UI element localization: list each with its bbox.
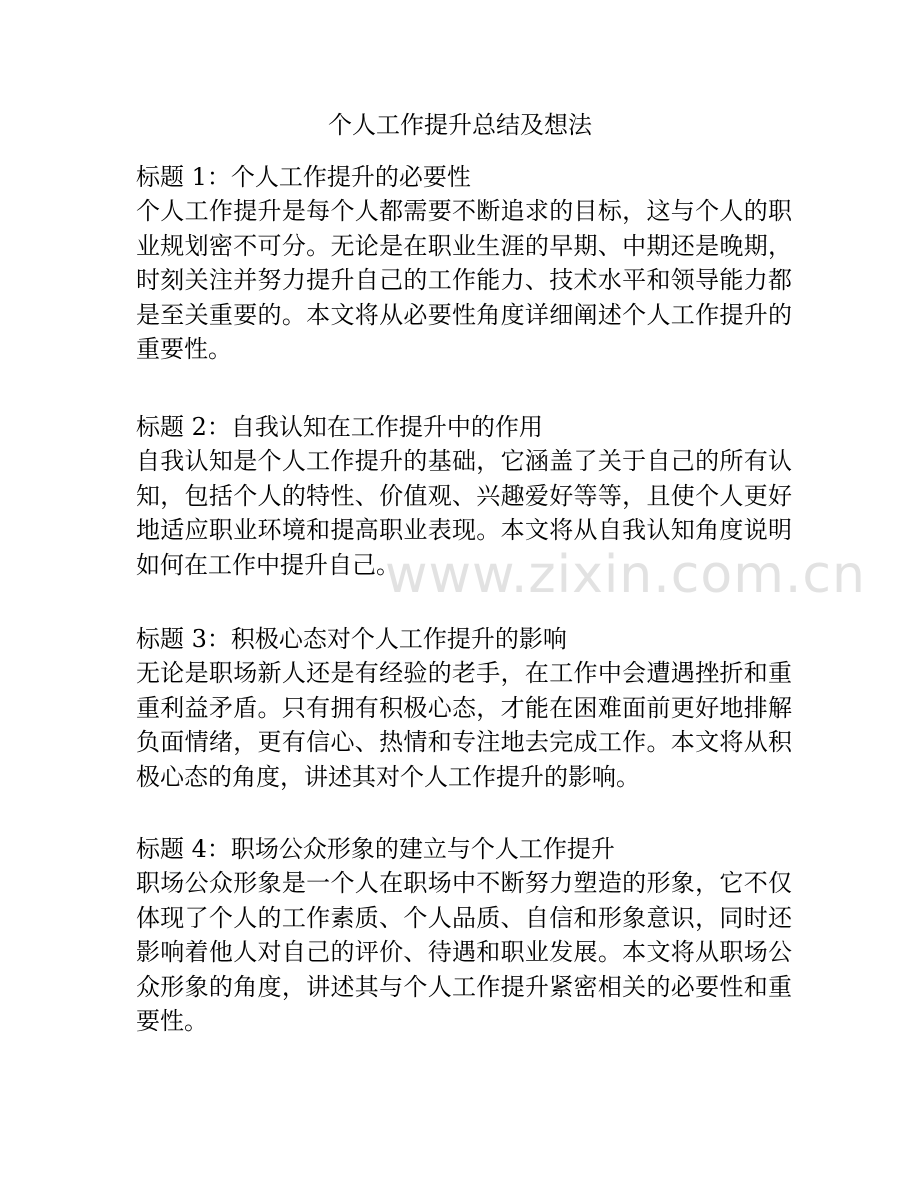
section-3 <box>136 622 792 794</box>
section-heading: 标题 2：自我认知在工作提升中的作用 <box>136 413 543 441</box>
section-body: 自我认知是个人工作提升的基础，它涵盖了关于自己的所有认知，包括个人的特性、价值观、兴趣爱好等等，且使个人更好地适应职业环境和提高职业表现。本文将从自我认知角度说明如何在工作中提升自己。 <box>136 447 792 579</box>
section-heading: 标题 3：积极心态对个人工作提升的影响 <box>136 625 567 653</box>
section-4 <box>136 832 792 1039</box>
section-heading: 标题 1：个人工作提升的必要性 <box>136 163 471 191</box>
section-2 <box>136 410 792 582</box>
section-body: 职场公众形象是一个人在职场中不断努力塑造的形象，它不仅体现了个人的工作素质、个人品质、自信和形象意识，同时还影响着他人对自己的评价、待遇和职业发展。本文将从职场公众形象的角度，讲述其与个人工作提升紧密相关的必要性和重要性。 <box>136 869 792 1035</box>
section-body: 无论是职场新人还是有经验的老手，在工作中会遭遇挫折和重重利益矛盾。只有拥有积极心态，才能在困难面前更好地排解负面情绪，更有信心、热情和专注地去完成工作。本文将从积极心态的角度，讲述其对个人工作提升的影响。 <box>136 659 792 791</box>
section-heading: 标题 4：职场公众形象的建立与个人工作提升 <box>136 835 615 863</box>
section-1 <box>136 160 792 367</box>
watermark: www.zixin.com.cn <box>385 545 866 605</box>
section-body: 个人工作提升是每个人都需要不断追求的目标，这与个人的职业规划密不可分。无论是在职业生涯的早期、中期还是晚期，时刻关注并努力提升自己的工作能力、技术水平和领导能力都是至关重要的。本文将从必要性角度详细阐述个人工作提升的重要性。 <box>136 197 792 363</box>
document-title: 个人工作提升总结及想法 <box>328 111 592 139</box>
